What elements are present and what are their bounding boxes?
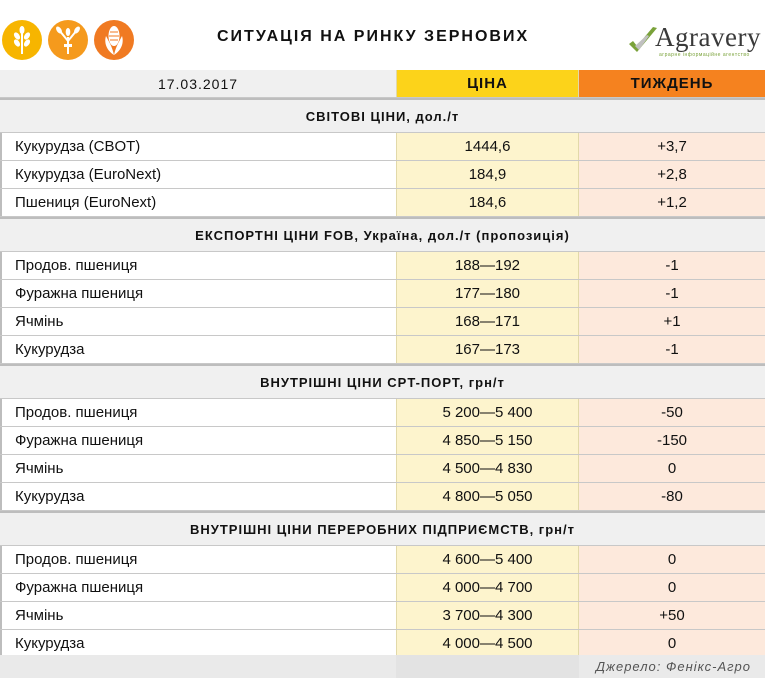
- table-row: [0, 189, 765, 217]
- table-row: [0, 602, 765, 630]
- price-value: 168—171: [396, 308, 579, 335]
- table-row: [0, 399, 765, 427]
- section-header: [0, 217, 765, 252]
- source-text: Джерело: Фенікс-Агро: [595, 659, 751, 674]
- table-row: [0, 427, 765, 455]
- commodity-name: Фуражна пшениця: [15, 579, 144, 596]
- commodity-name: Кукурудза (CBOT): [15, 138, 141, 155]
- price-value: 3 700—4 300: [396, 602, 579, 629]
- price-value: 1444,6: [396, 133, 579, 160]
- column-header-week: ТИЖДЕНЬ: [579, 70, 765, 97]
- report-title: СИТУАЦІЯ НА РИНКУ ЗЕРНОВИХ: [217, 28, 530, 45]
- section-header: [0, 511, 765, 546]
- header: [0, 0, 765, 70]
- price-value: 4 500—4 830: [396, 455, 579, 482]
- price-value: 184,9: [396, 161, 579, 188]
- table-row: [0, 630, 765, 658]
- report-date: 17.03.2017: [157, 75, 239, 92]
- table-row: [0, 252, 765, 280]
- commodity-name: Ячмінь: [15, 313, 64, 330]
- price-value: 188—192: [396, 252, 579, 279]
- commodity-name: Кукурудза: [15, 341, 85, 358]
- week-change: -1: [579, 336, 765, 363]
- price-value: 184,6: [396, 189, 579, 216]
- table-row: [0, 336, 765, 364]
- table-header-row: [0, 70, 765, 98]
- commodity-name: Продов. пшениця: [15, 257, 138, 274]
- price-value: 177—180: [396, 280, 579, 307]
- source-footer: [0, 655, 765, 678]
- price-value: 4 850—5 150: [396, 427, 579, 454]
- week-change: +3,7: [579, 133, 765, 160]
- week-change: +50: [579, 602, 765, 629]
- column-header-price: ЦІНА: [396, 70, 579, 97]
- week-change: +1: [579, 308, 765, 335]
- table-row: [0, 133, 765, 161]
- table-row: [0, 455, 765, 483]
- week-change: -80: [579, 483, 765, 510]
- commodity-name: Ячмінь: [15, 607, 64, 624]
- table-row: [0, 483, 765, 511]
- commodity-name: Фуражна пшениця: [15, 432, 144, 449]
- price-table: [0, 70, 765, 658]
- wheat-bundle-icon: [48, 20, 88, 60]
- wheat-icon: [2, 20, 42, 60]
- commodity-name: Кукурудза (EuroNext): [15, 166, 162, 183]
- week-change: 0: [579, 630, 765, 657]
- week-change: 0: [579, 546, 765, 573]
- logo-tagline: аграрне інформаційне агентство: [659, 52, 750, 58]
- week-change: -1: [579, 252, 765, 279]
- section-title: ВНУТРІШНІ ЦІНИ ПЕРЕРОБНИХ ПІДПРИЄМСТВ, грн/т: [190, 521, 575, 537]
- price-value: 4 000—4 700: [396, 574, 579, 601]
- commodity-name: Продов. пшениця: [15, 551, 138, 568]
- table-row: [0, 280, 765, 308]
- footer-price-spacer: [396, 655, 579, 678]
- commodity-name: Кукурудза: [15, 488, 85, 505]
- table-row: [0, 546, 765, 574]
- table-row: [0, 161, 765, 189]
- price-value: 167—173: [396, 336, 579, 363]
- week-change: -1: [579, 280, 765, 307]
- price-value: 4 600—5 400: [396, 546, 579, 573]
- week-change: +1,2: [579, 189, 765, 216]
- commodity-name: Фуражна пшениця: [15, 285, 144, 302]
- table-row: [0, 308, 765, 336]
- section-header: [0, 98, 765, 133]
- corn-icon: [94, 20, 134, 60]
- section-title: ЕКСПОРТНІ ЦІНИ FOB, Україна, дол./т (пропозиція): [195, 227, 570, 243]
- table-row: [0, 574, 765, 602]
- commodity-name: Пшениця (EuroNext): [15, 194, 157, 211]
- commodity-name: Ячмінь: [15, 460, 64, 477]
- price-value: 5 200—5 400: [396, 399, 579, 426]
- section-title: ВНУТРІШНІ ЦІНИ CPT-ПОРТ, грн/т: [260, 374, 505, 390]
- section-header: [0, 364, 765, 399]
- week-change: -150: [579, 427, 765, 454]
- price-value: 4 800—5 050: [396, 483, 579, 510]
- section-title: СВІТОВІ ЦІНИ, дол./т: [305, 108, 460, 124]
- logo-text: Agravery: [655, 22, 761, 52]
- week-change: 0: [579, 455, 765, 482]
- week-change: -50: [579, 399, 765, 426]
- price-value: 4 000—4 500: [396, 630, 579, 657]
- week-change: 0: [579, 574, 765, 601]
- commodity-name: Продов. пшениця: [15, 404, 138, 421]
- week-change: +2,8: [579, 161, 765, 188]
- agravery-logo[interactable]: [627, 22, 765, 62]
- grain-icons: [2, 20, 134, 60]
- commodity-name: Кукурудза: [15, 635, 85, 652]
